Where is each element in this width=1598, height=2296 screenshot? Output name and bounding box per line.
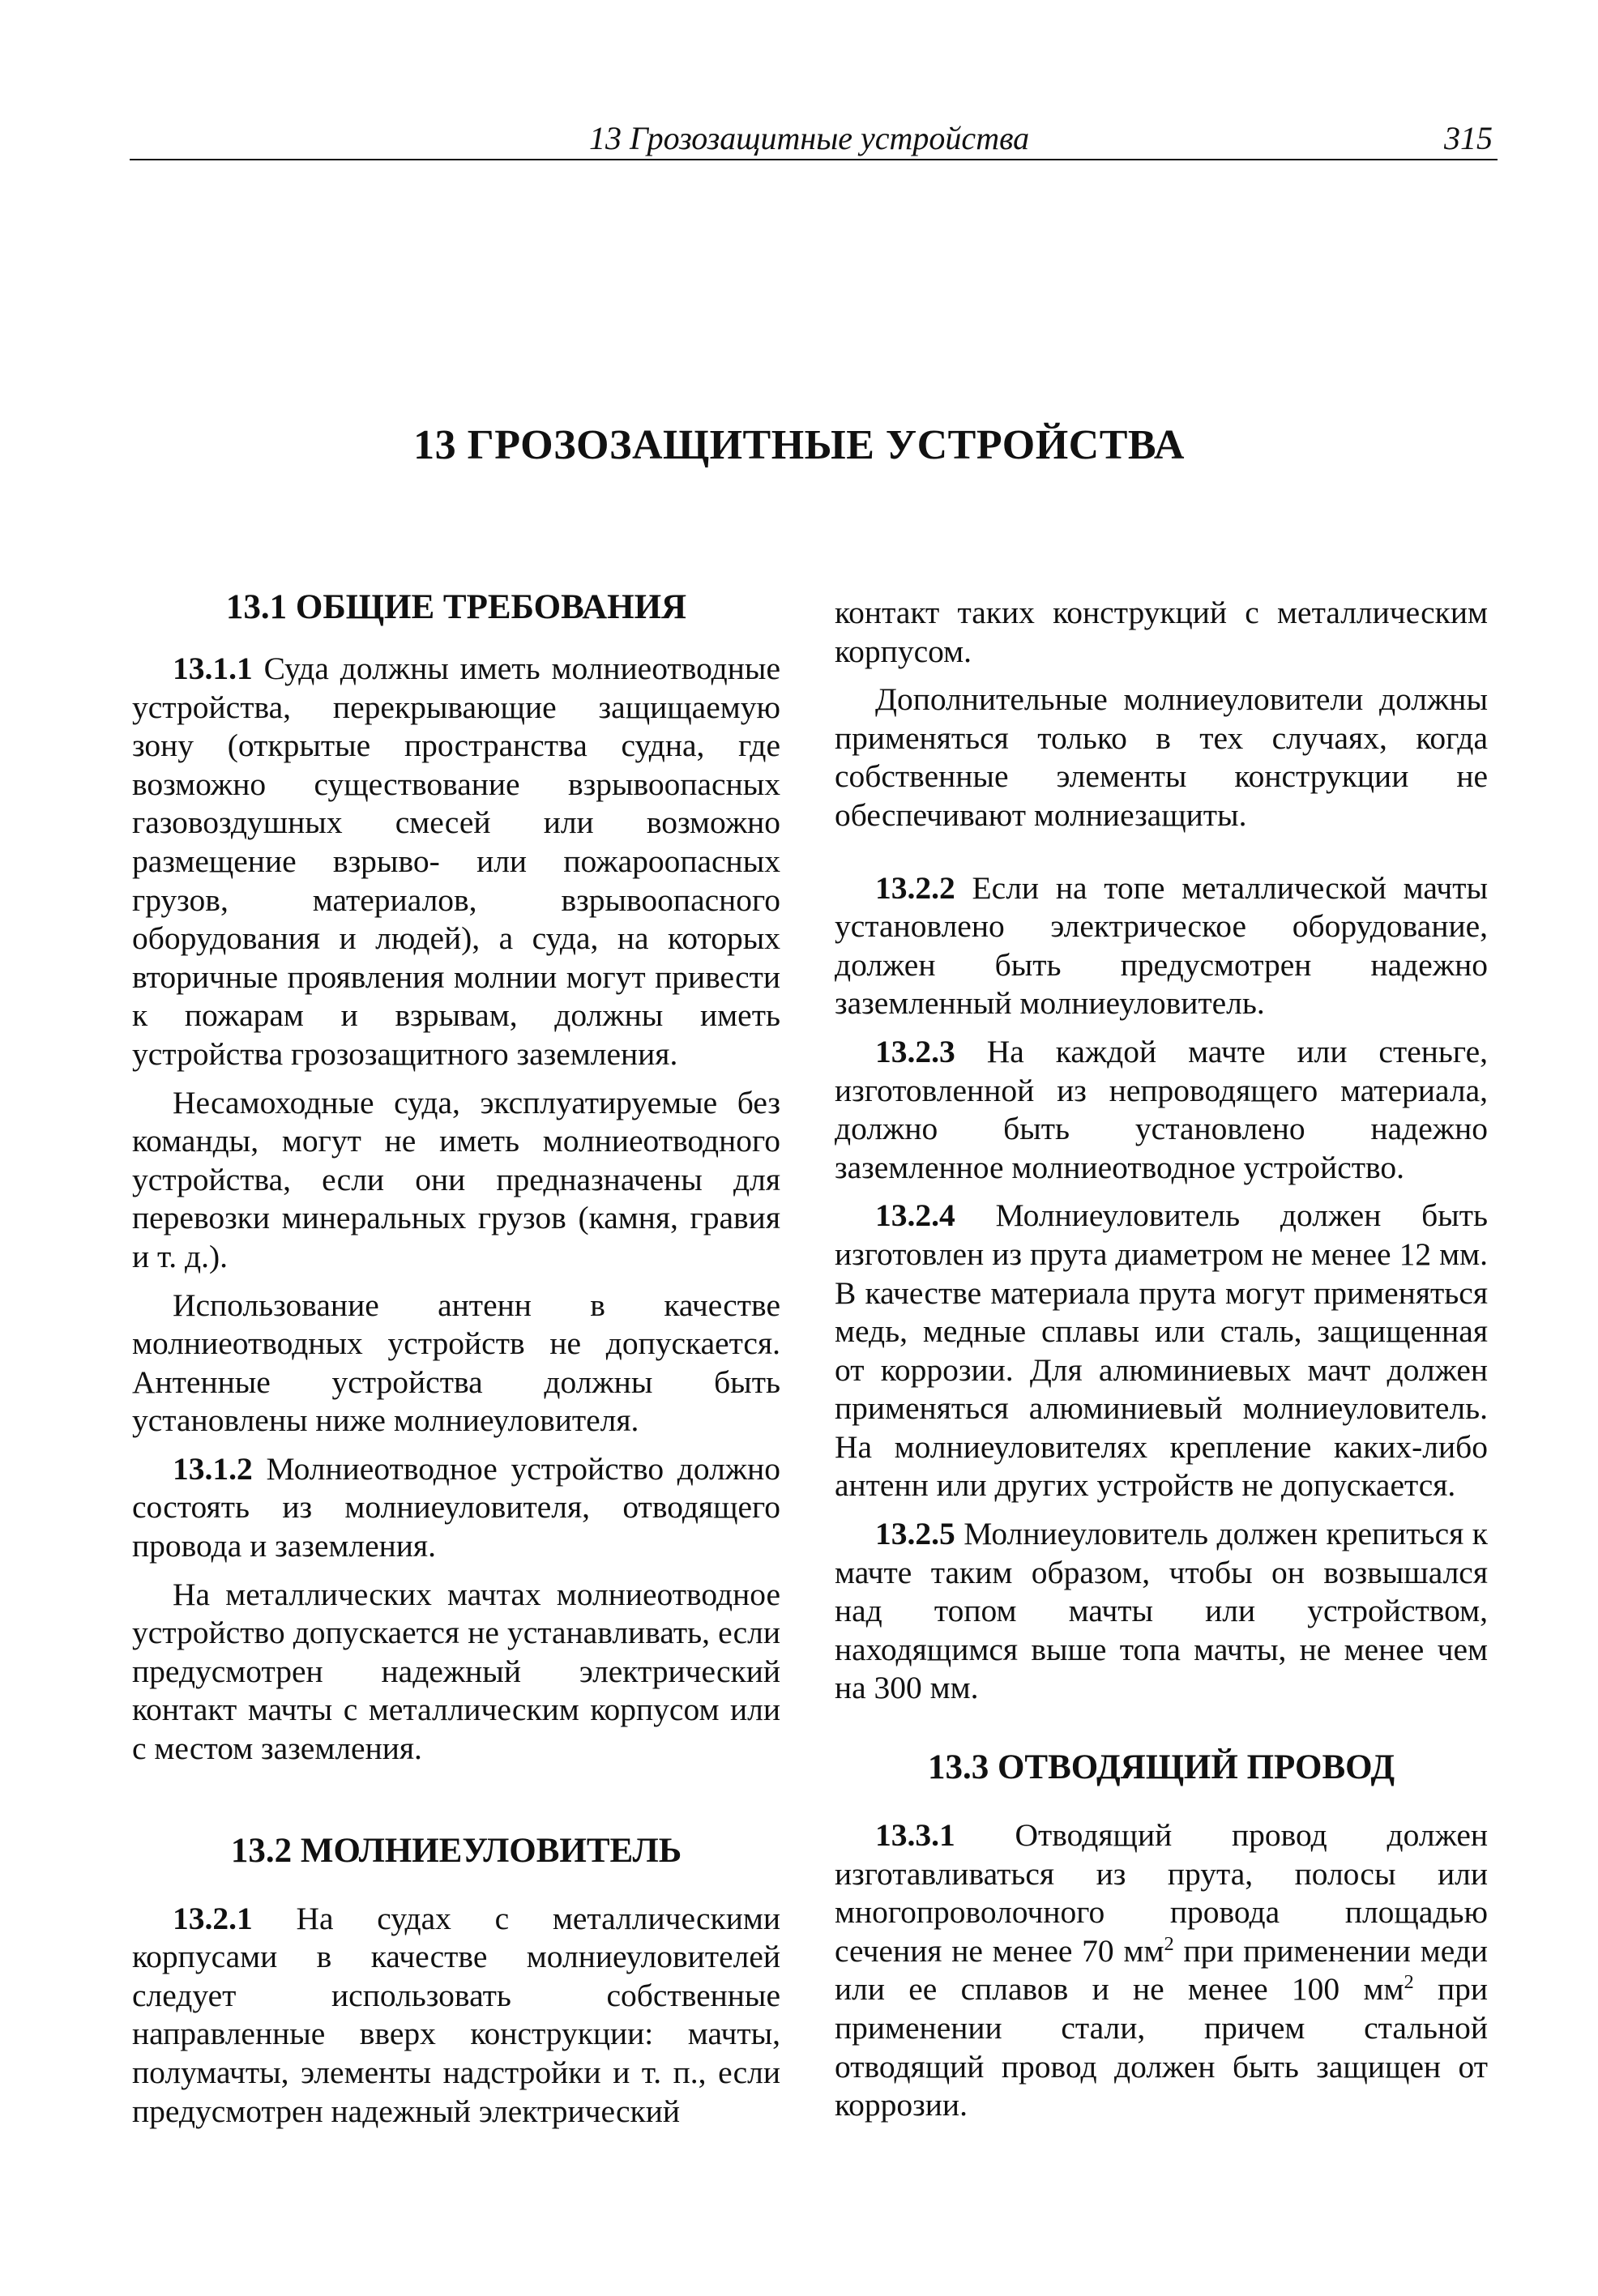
- paragraph-metal-masts: На металлических мачтах молниеотводное устройство допускается не устанавливать, если предусмотрен надежный электрический контакт мачты с металлическим корпусом или с местом заземления.: [132, 1576, 780, 1767]
- clause-number: 13.3.1: [875, 1817, 955, 1854]
- clause-number: 13.1.1: [173, 651, 253, 686]
- paragraph-13-3-1: [835, 1816, 1488, 2125]
- paragraph-text: Суда должны иметь молниеотводные устройства, перекрывающие защищаемую зону (открытые пространства судна, где возможно существование взрывоопасных газовоздушных смесей или возможно размещение взрыво- или пожароопасных грузов, материалов, взрывоопасного оборудования и людей), а суда, на которых вторичные проявления молнии могут привести к пожарам и взрывам, должны иметь устройства грозозащитного заземления.: [132, 651, 780, 1072]
- paragraph-text: Молниеуловитель должен быть изготовлен из прута диаметром не менее 12 мм. В качестве материала прута могут применяться медь, медные сплавы или сталь, защищенная от коррозии. Для алюминиевых мачт должен применяться алюминиевый молниеуловитель. На молниеуловителях крепление каких-либо антенн или других устройств не допускается.: [835, 1197, 1488, 1504]
- clause-number: 13.2.5: [875, 1516, 955, 1552]
- superscript-2: 2: [1164, 1932, 1174, 1955]
- left-column: [132, 587, 780, 2131]
- paragraph-text: На судах с металлическими корпусами в качестве молниеуловителей следует использовать собственные направленные вверх конструкции: мачты, полумачты, элементы надстройки и т. п., если предусмотрен надежный электрический: [132, 1900, 780, 2129]
- paragraph-13-2-5: [835, 1515, 1488, 1708]
- paragraph-text: Если на топе металлической мачты установлено электрическое оборудование, должен быть предусмотрен надежно заземленный молниеуловитель.: [835, 869, 1489, 1022]
- superscript-2: 2: [1404, 1971, 1414, 1994]
- section-heading-13-1: 13.1 ОБЩИЕ ТРЕБОВАНИЯ: [225, 588, 687, 626]
- paragraph-text: Молниеуловитель должен крепиться к мачте таким образом, чтобы он возвышался над топом мачты или устройством, находящимся выше топа мачты, не менее чем на 300 мм.: [835, 1516, 1488, 1706]
- paragraph-13-2-1: [132, 1900, 780, 2132]
- paragraph-13-1-2: [132, 1450, 780, 1566]
- clause-number: 13.2.3: [875, 1033, 955, 1069]
- clause-number: 13.2.2: [875, 869, 955, 906]
- right-column: [835, 594, 1488, 2125]
- paragraph-13-2-3: [835, 1033, 1488, 1187]
- paragraph-13-2-1-continued: контакт таких конструкций с металлическим корпусом.: [835, 595, 1488, 669]
- paragraph-non-self-propelled: Несамоходные суда, эксплуатируемые без команды, могут не иметь молниеотводного устройства, если они предназначены для перевозки минеральных грузов (камня, гравия и т. д.).: [132, 1084, 780, 1274]
- paragraph-text-c: при применении стали, причем стальной отводящий провод должен быть защищен от коррозии.: [835, 1971, 1489, 2123]
- paragraph-text-b: при применении меди или ее сплавов и не менее 100 мм: [835, 1932, 1488, 2008]
- paragraph-text-a: Отводящий провод должен изготавливаться из прута, полосы или многопроволочного провода площадью сечения не менее 70 мм: [835, 1817, 1488, 1969]
- running-head: [130, 118, 1498, 160]
- paragraph-additional-air-terminals: Дополнительные молниеуловители должны применяться только в тех случаях, когда собственные элементы конструкции не обеспечивают молниезащиты.: [835, 681, 1488, 833]
- clause-number: 13.2.4: [875, 1197, 955, 1234]
- section-heading-13-3: 13.3 ОТВОДЯЩИЙ ПРОВОД: [927, 1748, 1395, 1787]
- paragraph-text: На каждой мачте или стеньге, изготовленной из непроводящего материала, должно быть установлено надежно заземленное молниеотводное устройство.: [835, 1033, 1488, 1185]
- paragraph-text: Молниеотводное устройство должно состоять из молниеуловителя, отводящего провода и заземления.: [132, 1450, 780, 1564]
- section-heading-13-2: 13.2 МОЛНИЕУЛОВИТЕЛЬ: [230, 1831, 682, 1870]
- clause-number: 13.2.1: [173, 1900, 253, 1936]
- running-head-title: 13 Грозозащитные устройства: [589, 120, 1030, 156]
- page-number: 315: [1444, 120, 1493, 156]
- paragraph-13-2-2: [835, 869, 1488, 1023]
- paragraph-antennas: Использование антенн в качестве молниеотводных устройств не допускается. Антенные устройства должны быть установлены ниже молниеуловителя.: [132, 1287, 780, 1439]
- clause-number: 13.1.2: [173, 1450, 253, 1487]
- paragraph-13-2-4: [835, 1197, 1488, 1505]
- paragraph-13-1-1: [132, 650, 780, 1074]
- chapter-title: 13 ГРОЗОЗАЩИТНЫЕ УСТРОЙСТВА: [413, 422, 1185, 468]
